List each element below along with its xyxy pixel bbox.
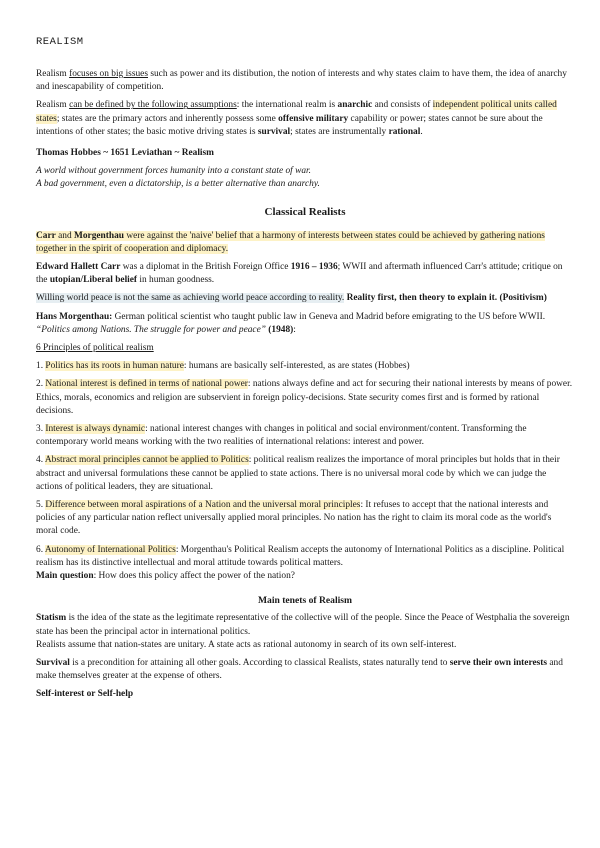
item-number: 1. [36,361,46,372]
bold-term: rational [388,126,421,137]
bold-term: offensive military [278,113,349,124]
text: is a precondition for attaining all other goals. According to classical Realists, states naturally tend to [69,657,450,668]
self-interest-heading: Self-interest or Self-help [36,689,134,700]
highlighted-text: Difference between moral aspirations of a Nation and the universal moral principles [45,500,361,511]
item-number: 4. [36,455,45,466]
highlighted-text: Autonomy of International Politics [44,544,176,555]
hobbes-quote-2: A bad government, even a dictatorship, is a better alternative than anarchy. [36,179,320,190]
ehcarr-paragraph [36,261,574,287]
highlighted-text: Abstract moral principles cannot be applied to Politics [44,455,249,466]
text: ; states are the primary actors and inherently possess some [56,113,279,124]
highlighted-text: Interest is always dynamic [45,424,146,435]
hobbes-title: Thomas Hobbes ~ 1651 Leviathan ~ Realism [36,148,214,159]
hobbes-quote-1: A world without government forces humanity into a constant state of war. [36,166,311,177]
text: : political realism realizes the importance of moral principles but holds that in their abstract and universal formulations these cannot be applied to state actions. There is no universal moral code by which we can judge the actions of political leaders, they are situational. [36,455,560,492]
realism-assumptions-paragraph [36,99,574,139]
unitary-paragraph: Realists assume that nation-states are unitary. A state acts as rational autonomy in search of its own self-interest. [36,639,457,650]
book-title: “Politics among Nations. The struggle for power and peace” [36,324,266,335]
bold-term: Main question [36,571,94,582]
realism-intro-paragraph [36,68,574,94]
text: : How does this policy affect the power of the nation? [93,571,295,582]
item-number: 6. [36,544,45,555]
bold-term: serve their own interests [449,657,548,668]
bold-term: Edward Hallett Carr [36,262,121,273]
willing-peace-paragraph [36,292,574,305]
main-question [36,570,574,583]
bold-term: Statism [36,613,67,624]
principle-item [36,544,574,570]
text: : national interest changes with changes in political and social environment/content. Transforming the contemporary world means working with the two realities of international relations: interest and power. [36,424,527,448]
principle-item [36,454,574,494]
principle-item [36,378,574,418]
text: Realism [36,69,70,79]
bold-term: (1948) [265,324,294,335]
bold-term: Morgenthau [74,230,125,241]
item-number: 2. [36,379,46,390]
bold-term: utopian/Liberal belief [49,275,138,286]
section-title-main-tenets: Main tenets of Realism [257,595,353,607]
bold-term: 1916 – 1936 [290,262,338,273]
text: : humans are basically self-interested, as are states (Hobbes) [183,361,410,372]
text: ; WWII and aftermath influenced Carr's attitude; critique on the [36,262,563,286]
text: and make themselves greater at the expense of others. [36,657,563,682]
underlined-text: can be defined by the following assumptions [69,100,237,111]
text: : the international realm is [236,100,338,111]
text: ; states are instrumentally [290,126,389,137]
text: : [293,324,296,335]
principle-item [36,423,574,449]
text: in human goodness. [137,275,215,286]
principles-title: 6 Principles of political realism [36,343,154,354]
text: was a diplomat in the British Foreign Office [120,262,291,273]
highlighted-text: independent political units called states [36,100,557,124]
principle-item [36,499,574,539]
bold-term: Carr [36,230,56,241]
text: Realism [36,100,70,111]
bold-term: Reality first, then theory to explain it. (Positivism) [344,293,547,304]
text: German political scientist who taught public law in Geneva and Madrid before emigrating to the US before WWII. [112,311,546,322]
hans-morgenthau-paragraph [36,311,574,337]
highlighted-text: Politics has its roots in human nature [45,361,184,372]
text: is the idea of the state as the legitimate representative of the collective will of the people. Since the Peace of Westphalia the sovereign state has been the principal actor in international politics. [36,613,570,637]
highlighted-text: National interest is defined in terms of national power [45,379,248,390]
bold-term: survival [257,126,291,137]
survival-paragraph [36,657,574,683]
text: and [55,230,75,241]
highlighted-text: were against the 'naive' belief that a harmony of interests between states could be achieved by gathering nations together in the spirit of cooperation and diplomacy. [36,230,545,254]
text: : It refuses to accept that the national interests and policies of any particular nation reflect universally applied moral principles. No nation has the right to claim its moral code as the world's moral code. [36,500,552,537]
bold-term: Survival [36,657,70,668]
text: : nations always define and act for securing their national interests by means of power. Ethics, morals, economics and religion are subservient in foreign policy-decisions. State security comes first and is formed by rational decisions. [36,379,573,416]
text: and consists of [372,100,433,111]
text: capability or power; states cannot be sure about the intentions of other states; the basic motive driving states is [36,113,543,137]
text: such as power and its distibution, the notion of interests and why states claim to have them, the idea of anarchy and inescapability of competition. [36,69,567,93]
carr-morgenthau-paragraph [36,230,574,256]
bold-term: Hans Morgenthau: [36,311,113,322]
page-heading: REALISM [36,36,84,48]
text: . [420,126,423,137]
statism-paragraph [36,612,574,638]
principle-item [36,360,574,373]
section-title-classical-realists: Classical Realists [264,205,346,218]
text: : Morgenthau's Political Realism accepts the autonomy of International Politics as a discipline. Political realism has its distinctive intellectual and moral attitude towards political matters. [36,544,565,568]
bold-term: anarchic [337,100,373,111]
underlined-text: focuses on big issues [69,69,148,79]
item-number: 5. [36,500,46,511]
item-number: 3. [36,424,46,435]
highlighted-text: Willing world peace is not the same as achieving world peace according to reality. [36,293,345,304]
